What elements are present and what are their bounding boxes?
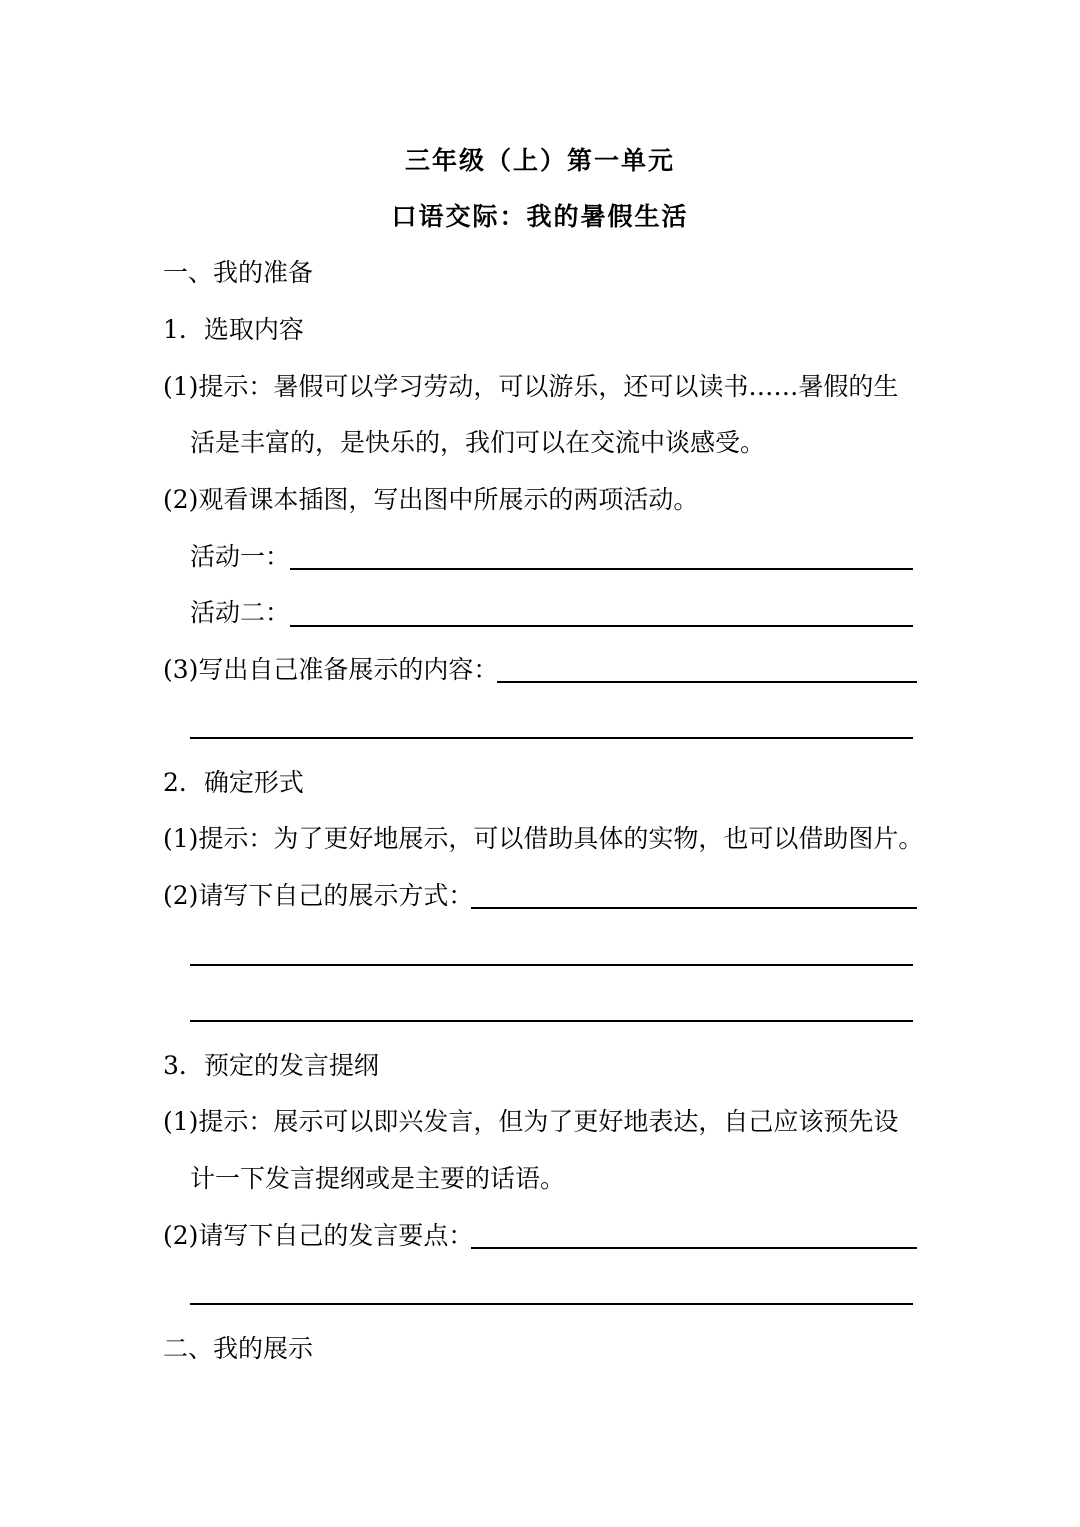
activity2-answer-line[interactable] <box>290 625 913 627</box>
section1-item2: (2)观看课本插图，写出图中所展示的两项活动。 <box>163 485 699 514</box>
format-answer-line-2[interactable] <box>190 964 913 966</box>
content-answer-line-2[interactable] <box>190 737 913 739</box>
section3-heading: 3．预定的发言提纲 <box>163 1051 379 1080</box>
section2-hint: (1)提示：为了更好地展示，可以借助具体的实物，也可以借助图片。 <box>163 824 924 853</box>
section3-hint-line2: 计一下发言提纲或是主要的话语。 <box>190 1164 566 1193</box>
section1-hint-line2: 活是丰富的，是快乐的，我们可以在交流中谈感受。 <box>190 428 766 457</box>
activity1-answer-line[interactable] <box>290 568 913 570</box>
format-answer-line-1[interactable] <box>471 907 917 909</box>
section3-item2: (2)请写下自己的发言要点： <box>163 1221 474 1250</box>
section1-heading: 1．选取内容 <box>163 315 304 344</box>
section1-hint-line1: (1)提示：暑假可以学习劳动，可以游乐，还可以读书……暑假的生 <box>163 372 899 401</box>
content-answer-line-1[interactable] <box>497 681 917 683</box>
format-answer-line-3[interactable] <box>190 1020 913 1022</box>
outline-answer-line-1[interactable] <box>471 1247 917 1249</box>
worksheet-subtitle: 口语交际：我的暑假生活 <box>391 202 689 231</box>
section2-heading: 2．确定形式 <box>163 768 304 797</box>
activity2-label: 活动二： <box>190 598 291 627</box>
activity1-label: 活动一： <box>190 542 291 571</box>
section3-hint-line1: (1)提示：展示可以即兴发言，但为了更好地表达，自己应该预先设 <box>163 1107 899 1136</box>
section2-item2: (2)请写下自己的展示方式： <box>163 881 474 910</box>
part1-heading: 一、我的准备 <box>163 258 314 287</box>
worksheet-title: 三年级（上）第一单元 <box>404 146 675 175</box>
part2-heading: 二、我的展示 <box>163 1334 314 1363</box>
section1-item3: (3)写出自己准备展示的内容： <box>163 655 499 684</box>
outline-answer-line-2[interactable] <box>190 1303 913 1305</box>
